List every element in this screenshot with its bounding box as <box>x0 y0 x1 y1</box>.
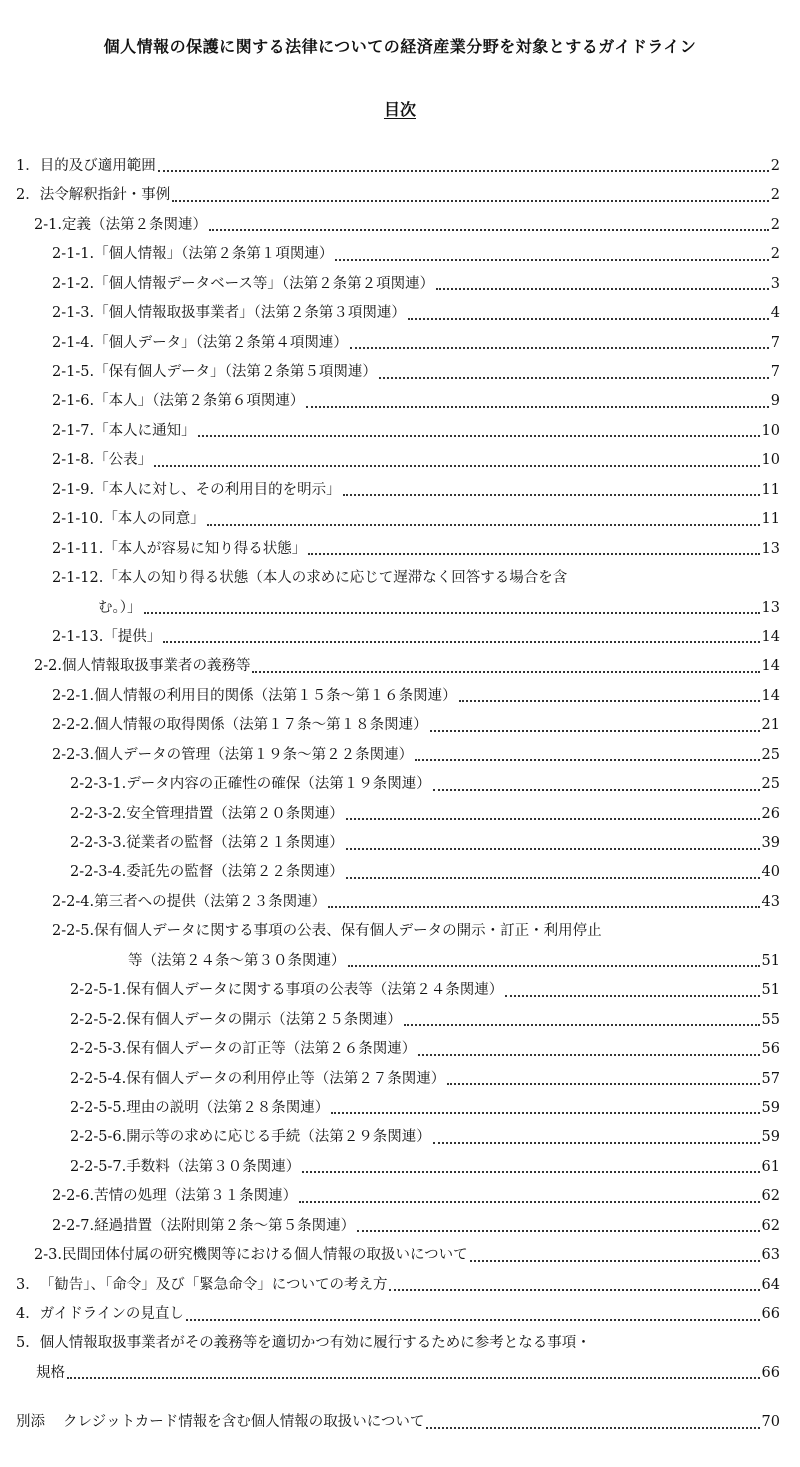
toc-entry[interactable]: 5． 個人情報取扱事業者がその義務等を適切かつ有効に履行するために参考となる事項・ <box>16 1335 591 1352</box>
toc-entry[interactable]: 2-2-1. 個人情報の利用目的関係（法第１５条～第１６条関連） 14 <box>52 687 780 704</box>
toc-entry[interactable]: 2-2-3-3. 従業者の監督（法第２１条関連） 39 <box>70 835 780 852</box>
toc-entry-continuation[interactable]: 規格 66 <box>36 1364 780 1381</box>
document-title: 個人情報の保護に関する法律についての経済産業分野を対象とするガイドライン <box>103 37 697 56</box>
toc-entry[interactable]: 2-2-6. 苦情の処理（法第３１条関連） 62 <box>52 1188 780 1205</box>
toc-entry[interactable]: 2-1-3. 「個人情報取扱事業者」（法第２条第３項関連） 4 <box>52 305 780 322</box>
toc-entry[interactable]: 2-2-5-6. 開示等の求めに応じる手続（法第２９条関連） 59 <box>70 1129 780 1146</box>
toc-entry[interactable]: 2-2. 個人情報取扱事業者の義務等 14 <box>34 658 780 675</box>
toc-entry[interactable]: 2-1. 定義（法第２条関連） 2 <box>34 216 780 233</box>
toc-entry[interactable]: 2-1-4. 「個人データ」（法第２条第４項関連） 7 <box>52 334 780 351</box>
toc-entry[interactable]: 2-2-3-1. データ内容の正確性の確保（法第１９条関連） 25 <box>70 776 780 793</box>
toc-entry-continuation[interactable]: む。）」 13 <box>98 599 780 616</box>
toc-heading: 目次 <box>383 100 416 119</box>
toc-entry[interactable]: 2-2-2. 個人情報の取得関係（法第１７条～第１８条関連） 21 <box>52 717 780 734</box>
toc-entry[interactable]: 2-1-9. 「本人に対し、その利用目的を明示」 11 <box>52 481 780 498</box>
toc-entry[interactable]: 2-2-5-5. 理由の説明（法第２８条関連） 59 <box>70 1099 780 1116</box>
toc-entry[interactable]: 2-2-5-2. 保有個人データの開示（法第２５条関連） 55 <box>70 1011 780 1028</box>
toc-entry[interactable]: 2-2-5. 保有個人データに関する事項の公表、保有個人データの開示・訂正・利用停止 <box>52 923 602 940</box>
toc-entry[interactable]: 2-1-6. 「本人」（法第２条第６項関連） 9 <box>52 393 780 410</box>
toc-entry[interactable]: 2-2-5-4. 保有個人データの利用停止等（法第２７条関連） 57 <box>70 1070 780 1087</box>
toc-entry[interactable]: 2-1-13. 「提供」 14 <box>52 628 780 645</box>
toc-entry[interactable]: 2-2-4. 第三者への提供（法第２３条関連） 43 <box>52 893 780 910</box>
toc-entry[interactable]: 1． 目的及び適用範囲 2 <box>16 157 780 174</box>
toc-entry[interactable]: 2-2-3-4. 委託先の監督（法第２２条関連） 40 <box>70 864 780 881</box>
spacer <box>0 1388 780 1408</box>
toc-entry[interactable]: 2-1-1. 「個人情報」（法第２条第１項関連） 2 <box>52 246 780 263</box>
toc-entry[interactable]: 2-2-7. 経過措置（法附則第２条～第５条関連） 62 <box>52 1217 780 1234</box>
toc-entry[interactable]: 4． ガイドラインの見直し 66 <box>16 1306 780 1323</box>
toc-entry[interactable]: 2-1-2. 「個人情報データベース等」（法第２条第２項関連） 3 <box>52 275 780 292</box>
toc-entry[interactable]: 2-1-11. 「本人が容易に知り得る状態」 13 <box>52 540 780 557</box>
toc-entry[interactable]: 2-1-12. 「本人の知り得る状態（本人の求めに応じて遅滞なく回答する場合を含 <box>52 570 568 587</box>
toc-entry[interactable]: 2-3. 民間団体付属の研究機関等における個人情報の取扱いについて 63 <box>34 1247 780 1264</box>
toc-entry[interactable]: 3． 「勧告」、「命令」及び「緊急命令」についての考え方 64 <box>16 1276 780 1293</box>
toc-entry[interactable]: 2-1-7. 「本人に通知」 10 <box>52 422 780 439</box>
toc-entry[interactable]: 2-2-3. 個人データの管理（法第１９条～第２２条関連） 25 <box>52 746 780 763</box>
toc-entry-continuation[interactable]: 等（法第２４条～第３０条関連） 51 <box>128 952 780 969</box>
toc-entry[interactable]: 2-1-8. 「公表」 10 <box>52 452 780 469</box>
toc-entry[interactable]: 2-1-10. 「本人の同意」 11 <box>52 511 780 528</box>
toc-entry[interactable]: 2-2-5-1. 保有個人データに関する事項の公表等（法第２４条関連） 51 <box>70 982 780 999</box>
toc-entry[interactable]: 2-2-5-7. 手数料（法第３０条関連） 61 <box>70 1158 780 1175</box>
toc-entry[interactable]: 2-2-5-3. 保有個人データの訂正等（法第２６条関連） 56 <box>70 1041 780 1058</box>
toc-annex-entry[interactable]: 別添 クレジットカード情報を含む個人情報の取扱いについて 70 <box>16 1414 780 1431</box>
table-of-contents <box>0 152 780 1438</box>
toc-entry[interactable]: 2． 法令解釈指針・事例 2 <box>16 187 780 204</box>
toc-entry[interactable]: 2-2-3-2. 安全管理措置（法第２０条関連） 26 <box>70 805 780 822</box>
toc-entry[interactable]: 2-1-5. 「保有個人データ」（法第２条第５項関連） 7 <box>52 364 780 381</box>
